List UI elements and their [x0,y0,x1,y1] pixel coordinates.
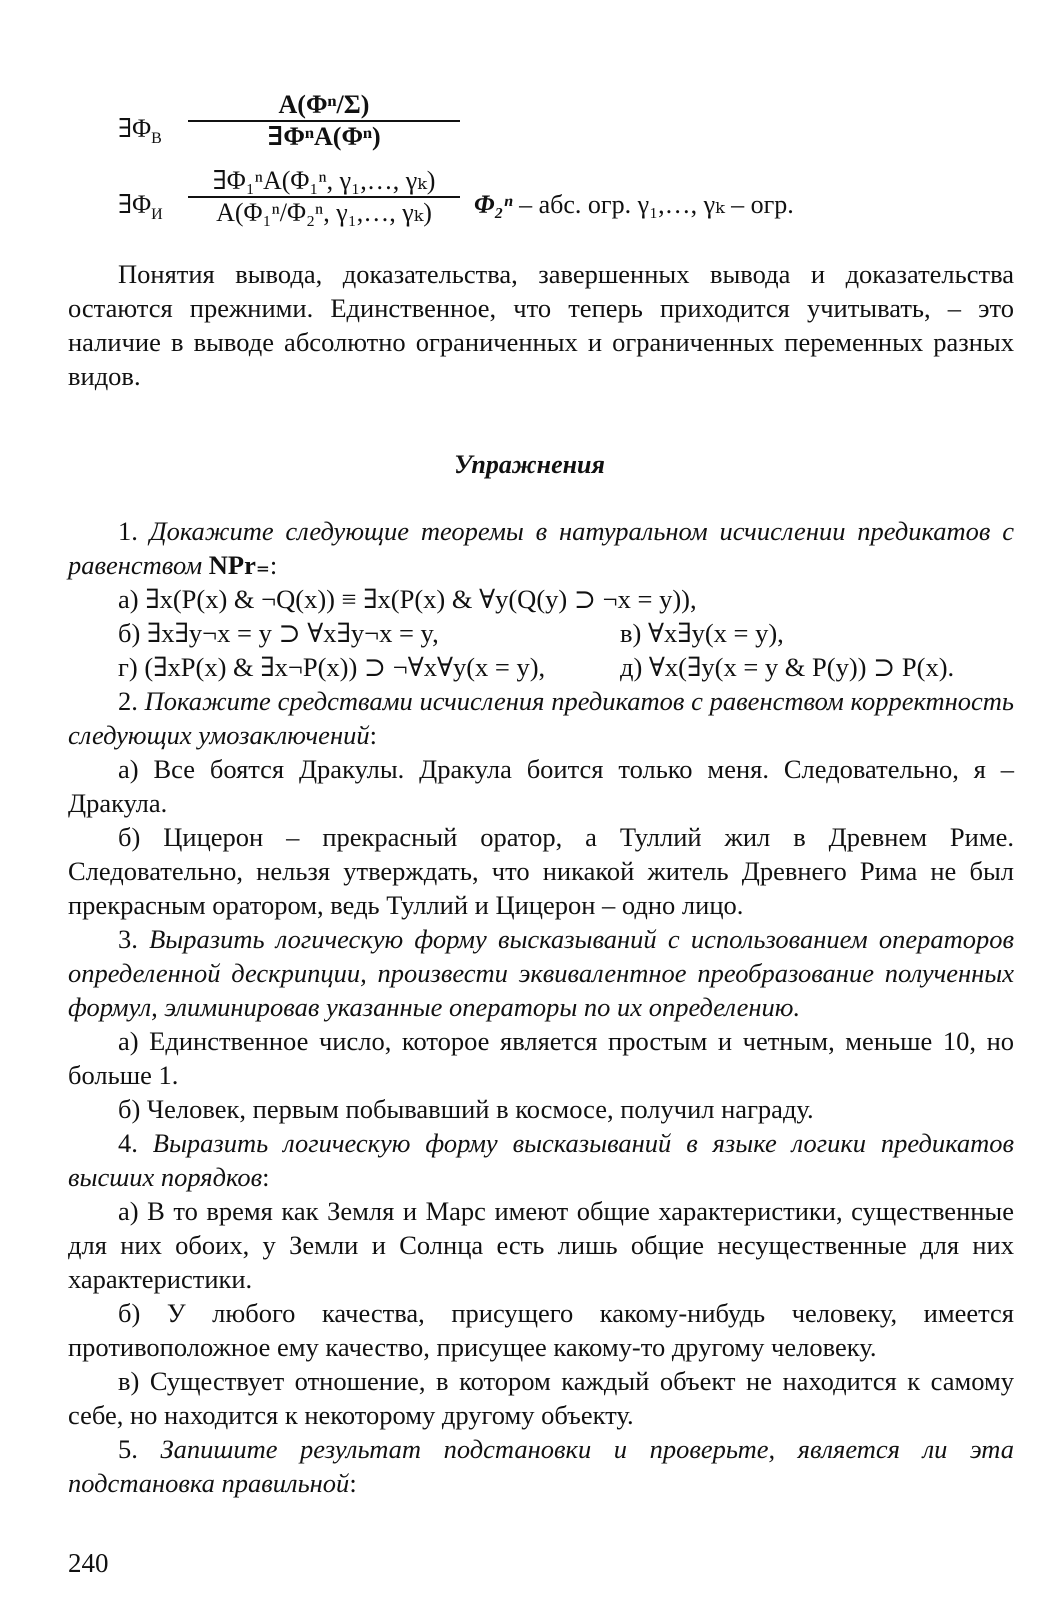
exercise-1-item-a: а) ∃x(P(x) & ¬Q(x)) ≡ ∃x(P(x) & ∀y(Q(y) ⊃ ¬x = y)), [118,584,697,614]
rule-label: $\exists\Phi_В$ [118,114,162,148]
exercise-1-row-2 [68,616,1014,650]
exercise-1-item-b: б) ∃x∃y¬x = y ⊃ ∀x∃y¬x = y, [118,618,439,648]
exercise-3-item-a: а) Единственное число, которое является простым и четным, меньше 10, но больше 1. [68,1026,1014,1090]
exercise-1-item-v: в) ∀x∃y(x = y), [620,618,784,648]
exercise-4-item-b: б) У любого качества, присущего какому-нибудь человеку, имеется противоположное ему качество, присущее какому-то другому человеку. [68,1298,1014,1362]
exercise-5-task: 5. Запишите результат подстановки и проверьте, является ли эта подстановка правильной: [68,1434,1014,1498]
rule-conclusion: ∃ΦⁿA(Φⁿ) [267,122,381,151]
exercises-list [68,514,1014,1500]
rule-label: $\exists\Phi_И$ [118,190,163,224]
exercise-4-item-a: а) В то время как Земля и Марс имеют общие характеристики, существенные для них обоих, у Земли и Солнца есть лишь общие несущественные для них характеристики. [68,1196,1014,1294]
exercise-3-item-b: б) Человек, первым побывавший в космосе, получил награду. [118,1094,814,1124]
page-number: 240 [68,1548,109,1578]
exercise-1-task: 1. Докажите следующие теоремы в натуральном исчислении предикатов с равенством NPr₌: [68,516,1015,580]
exercise-4-task: 4. Выразить логическую форму высказываний в языке логики предикатов высших порядков: [68,1128,1015,1192]
rule-conclusion: A(Φ₁ⁿ/Φ₂ⁿ, γ₁,…, γₖ) [216,198,432,227]
section-heading: Упражнения [454,450,605,479]
rule-condition: Φ₂ⁿ – абс. огр. γ₁,…, γₖ – огр. [474,190,794,219]
exercise-3-task: 3. Выразить логическую форму высказываний с использованием операторов определенной дескрипции, произвести эквивалентное преобразование полученных формул, элиминировав указанные операторы по их определению. [68,924,1015,1022]
exercise-2-task: 2. Покажите средствами исчисления предикатов с равенством корректность следующих умозаключений: [68,686,1014,750]
rule-premise: A(Φⁿ/Σ) [278,90,370,119]
exercise-2-item-b: б) Цицерон – прекрасный оратор, а Туллий жил в Древнем Риме. Следовательно, нельзя утверждать, что никакой житель Древнего Рима не был прекрасным оратором, ведь Туллий и Цицерон – одно лицо. [68,822,1014,920]
body-paragraph: Понятия вывода, доказательства, завершенных вывода и доказательства остаются прежними. Единственное, что теперь приходится учитывать, – это наличие в выводе абсолютно ограниченных и ограниченных переменных разных видов. [68,259,1014,391]
exercise-4-item-v: в) Существует отношение, в котором каждый объект не находится к самому себе, но находится к некоторому другому объекту. [68,1366,1014,1430]
rule-fraction [188,90,460,152]
exercise-1-row-3 [68,650,1014,684]
exercise-1-item-g: г) (∃xP(x) & ∃x¬P(x)) ⊃ ¬∀x∀y(x = y), [118,652,546,682]
rule-premise: ∃Φ₁ⁿA(Φ₁ⁿ, γ₁,…, γₖ) [212,166,436,195]
exercise-2-item-a: а) Все боятся Дракулы. Дракула боится только меня. Следовательно, я – Дракула. [68,754,1014,818]
exercise-1-item-d: д) ∀x(∃y(x = y & P(y)) ⊃ P(x). [620,652,955,682]
rule-fraction [188,166,460,228]
